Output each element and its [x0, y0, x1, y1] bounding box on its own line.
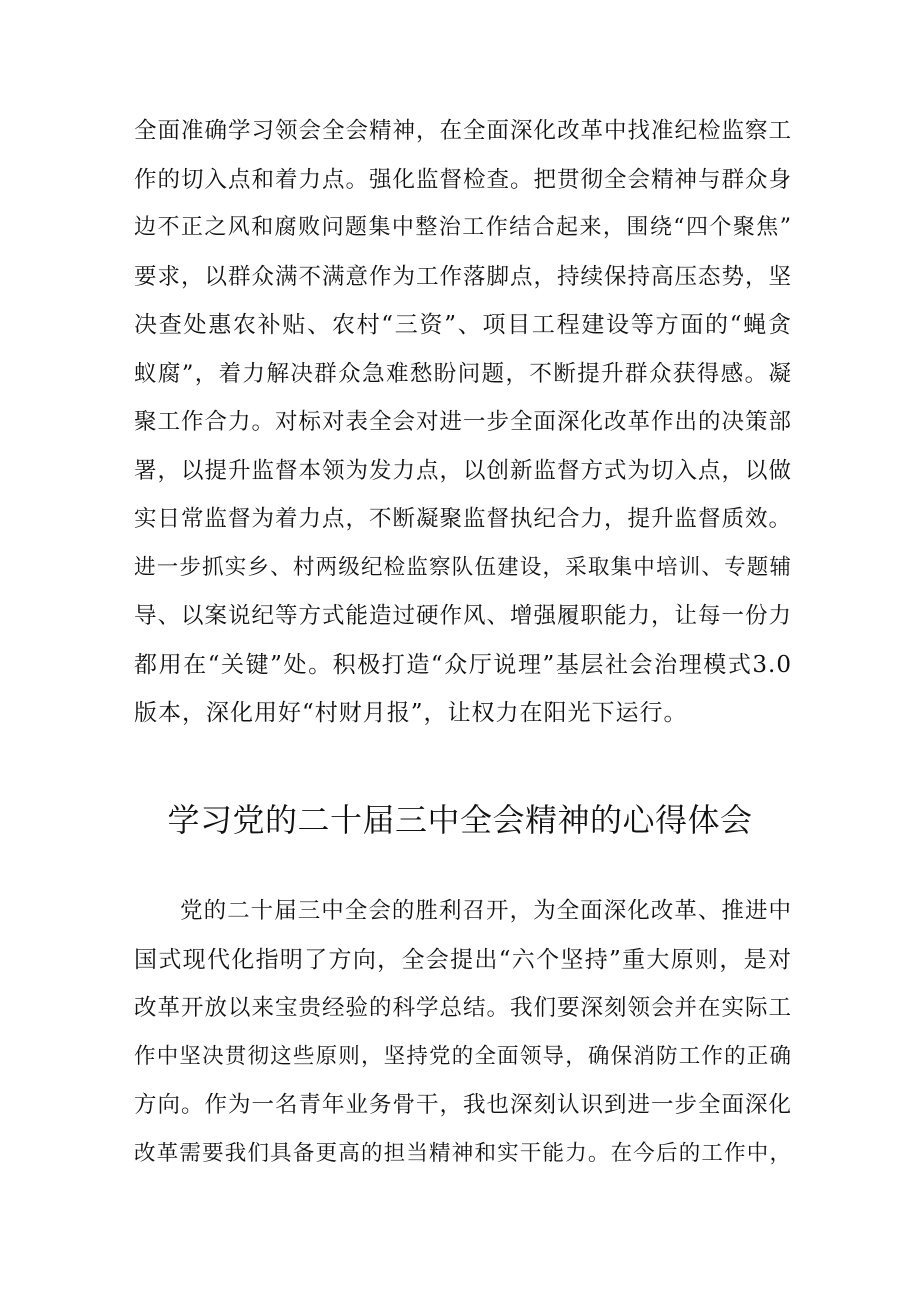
text-line: 导、以案说纪等方式能造过硬作风、增强履职能力，让每一份力	[134, 603, 793, 629]
text-line: 全面准确学习领会全会精神，在全面深化改革中找准纪检监察工	[134, 118, 793, 144]
text-line: 署，以提升监督本领为发力点，以创新监督方式为切入点，以做	[134, 457, 793, 484]
text-line-first	[134, 887, 792, 936]
text-line: 要求，以群众满不满意作为工作落脚点，持续保持高压态势，坚	[134, 263, 793, 290]
section-title: 学习党的二十届三中全会精神的心得体会	[167, 801, 753, 839]
text-line: 聚工作合力。对标对表全会对进一步全面深化改革作出的决策部	[134, 409, 793, 435]
text-line: 蚁腐”，着力解决群众急难愁盼问题，不断提升群众获得感。凝	[134, 360, 792, 387]
paragraph-1	[134, 107, 792, 738]
text-line: 决查处惠农补贴、农村“三资”、项目工程建设等方面的“蝇贪	[134, 312, 792, 338]
text-line-content: 党的二十届三中全会的胜利召开，为全面深化改革、推进中	[180, 898, 792, 924]
text-line: 作中坚决贯彻这些原则，坚持党的全面领导，确保消防工作的正确	[134, 1043, 792, 1069]
text-line: 方向。作为一名青年业务骨干，我也深刻认识到进一步全面深化	[134, 1092, 793, 1118]
text-line: 作的切入点和着力点。强化监督检查。把贯彻全会精神与群众身	[134, 166, 793, 193]
text-line: 都用在“关键”处。积极打造“众厅说理”基层社会治理模式3.0	[134, 651, 792, 678]
text-line: 改革需要我们具备更高的担当精神和实干能力。在今后的工作中，	[134, 1140, 792, 1166]
text-line: 边不正之风和腐败问题集中整治工作结合起来，围绕“四个聚焦”	[134, 215, 792, 240]
text-line: 改革开放以来宝贵经验的科学总结。我们要深刻领会并在实际工	[134, 995, 793, 1021]
text-line: 国式现代化指明了方向，全会提出“六个坚持”重大原则，是对	[134, 946, 792, 973]
text-line: 进一步抓实乡、村两级纪检监察队伍建设，采取集中培训、专题辅	[134, 554, 792, 580]
paragraph-2	[134, 887, 792, 1178]
text-line: 实日常监督为着力点，不断凝聚监督执纪合力，提升监督质效。	[134, 506, 793, 532]
text-line: 版本，深化用好“村财月报”，让权力在阳光下运行。	[134, 700, 688, 726]
